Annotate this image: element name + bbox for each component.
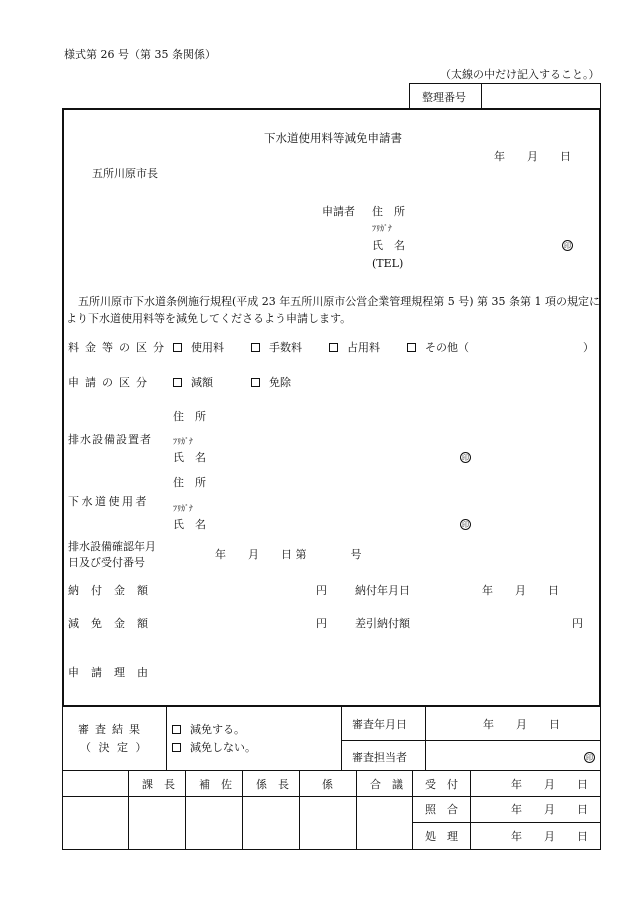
applicant-address-label[interactable]: 住 所 xyxy=(372,205,405,218)
applicant-furigana-label: ﾌﾘｶﾞﾅ xyxy=(372,224,392,233)
form-title: 下水道使用料等減免申請書 xyxy=(264,131,402,145)
fee-option-usage[interactable]: 使用料 xyxy=(173,342,224,353)
approval-row-checked-label: 照 合 xyxy=(425,803,458,816)
fee-option-occupancy[interactable]: 占用料 xyxy=(329,342,380,353)
approval-row-received-date[interactable]: 年 月 日 xyxy=(511,778,588,791)
applicant-tel-label[interactable]: (TEL) xyxy=(372,257,404,270)
approval-row-processed-date[interactable]: 年 月 日 xyxy=(511,830,588,843)
user-address-label[interactable]: 住 所 xyxy=(173,476,206,489)
installer-name-label[interactable]: 氏 名 xyxy=(173,451,206,464)
body-text-line1: 五所川原市下水道条例施行規程(平成 23 年五所川原市公営企業管理規程第 5 号) 第 35 条第 1 項の規定に xyxy=(78,295,601,308)
approval-row-processed-label: 処 理 xyxy=(425,830,458,843)
balance-label: 差引納付額 xyxy=(355,617,410,630)
installer-seal-icon: 印 xyxy=(462,454,469,462)
instruction-note: （太線の中だけ記入すること。） xyxy=(440,68,600,81)
review-date-label: 審査年月日 xyxy=(352,718,407,731)
body-text-line2: より下水道使用料等を減免してくださるよう申請します。 xyxy=(66,312,352,325)
approval-row-checked-date[interactable]: 年 月 日 xyxy=(511,803,588,816)
payment-yen: 円 xyxy=(316,584,327,597)
approval-header-assistant: 補 佐 xyxy=(199,778,232,791)
reduction-yen: 円 xyxy=(316,617,327,630)
user-seal-icon: 印 xyxy=(462,521,469,529)
fee-other-close-paren: ） xyxy=(583,341,594,354)
confirmation-label-line1: 排水設備確認年月 xyxy=(68,540,156,553)
reviewer-label: 審査担当者 xyxy=(352,751,407,764)
applicant-seal-icon: 印 xyxy=(564,242,571,250)
application-option-reduction[interactable]: 減額 xyxy=(173,377,213,388)
review-date-value[interactable]: 年 月 日 xyxy=(483,718,560,731)
applicant-name-label[interactable]: 氏 名 xyxy=(372,239,405,252)
fee-option-other[interactable]: その他（ xyxy=(407,342,469,353)
payment-amount-label: 納付金額 xyxy=(68,584,160,597)
reviewer-seal-icon: 印 xyxy=(586,754,593,762)
review-option-deny[interactable]: 減免しない。 xyxy=(172,742,256,753)
approval-row-received-label: 受 付 xyxy=(425,778,458,791)
reduction-amount-label: 減免金額 xyxy=(68,617,160,630)
approval-header-section-chief: 課 長 xyxy=(142,778,175,791)
seiri-number-field[interactable] xyxy=(481,83,601,109)
application-category-label: 申請の区分 xyxy=(68,376,153,389)
review-option-approve[interactable]: 減免する。 xyxy=(172,724,245,735)
checkbox-icon xyxy=(173,343,182,352)
fee-option-handling[interactable]: 手数料 xyxy=(251,342,302,353)
review-decision-label: （ 決 定 ） xyxy=(80,741,149,754)
form-number: 様式第 26 号（第 35 条関係） xyxy=(64,48,216,61)
confirmation-label-line2: 日及び受付番号 xyxy=(68,556,145,569)
installer-label: 排水設備設置者 xyxy=(68,433,152,446)
balance-yen: 円 xyxy=(572,617,583,630)
checkbox-icon xyxy=(172,743,181,752)
confirmation-value[interactable]: 年 月 日 第 号 xyxy=(215,548,362,561)
addressee: 五所川原市長 xyxy=(92,167,158,180)
checkbox-icon xyxy=(251,343,260,352)
checkbox-icon xyxy=(173,378,182,387)
user-furigana-label: ﾌﾘｶﾞﾅ xyxy=(173,504,193,513)
fee-category-label: 料金等の区分 xyxy=(68,341,170,354)
checkbox-icon xyxy=(329,343,338,352)
approval-header-consultation: 合 議 xyxy=(370,778,403,791)
checkbox-icon xyxy=(251,378,260,387)
seiri-label-cell xyxy=(409,83,482,109)
applicant-label: 申請者 xyxy=(322,205,355,218)
payment-date-label: 納付年月日 xyxy=(355,584,410,597)
review-result-label: 審査結果 xyxy=(78,723,146,736)
approval-header-subsection-chief: 係 長 xyxy=(256,778,289,791)
installer-furigana-label: ﾌﾘｶﾞﾅ xyxy=(173,437,193,446)
application-date[interactable]: 年 月 日 xyxy=(494,150,571,163)
application-option-exemption[interactable]: 免除 xyxy=(251,377,291,388)
review-bottom-rule xyxy=(62,770,601,771)
user-label: 下水道使用者 xyxy=(68,495,149,508)
approval-header-staff: 係 xyxy=(322,778,333,791)
installer-address-label[interactable]: 住 所 xyxy=(173,410,206,423)
checkbox-icon xyxy=(407,343,416,352)
user-name-label[interactable]: 氏 名 xyxy=(173,518,206,531)
seiri-label: 整理番号 xyxy=(422,91,466,104)
payment-date-value[interactable]: 年 月 日 xyxy=(482,584,559,597)
reason-label: 申請理由 xyxy=(68,666,160,679)
checkbox-icon xyxy=(172,725,181,734)
